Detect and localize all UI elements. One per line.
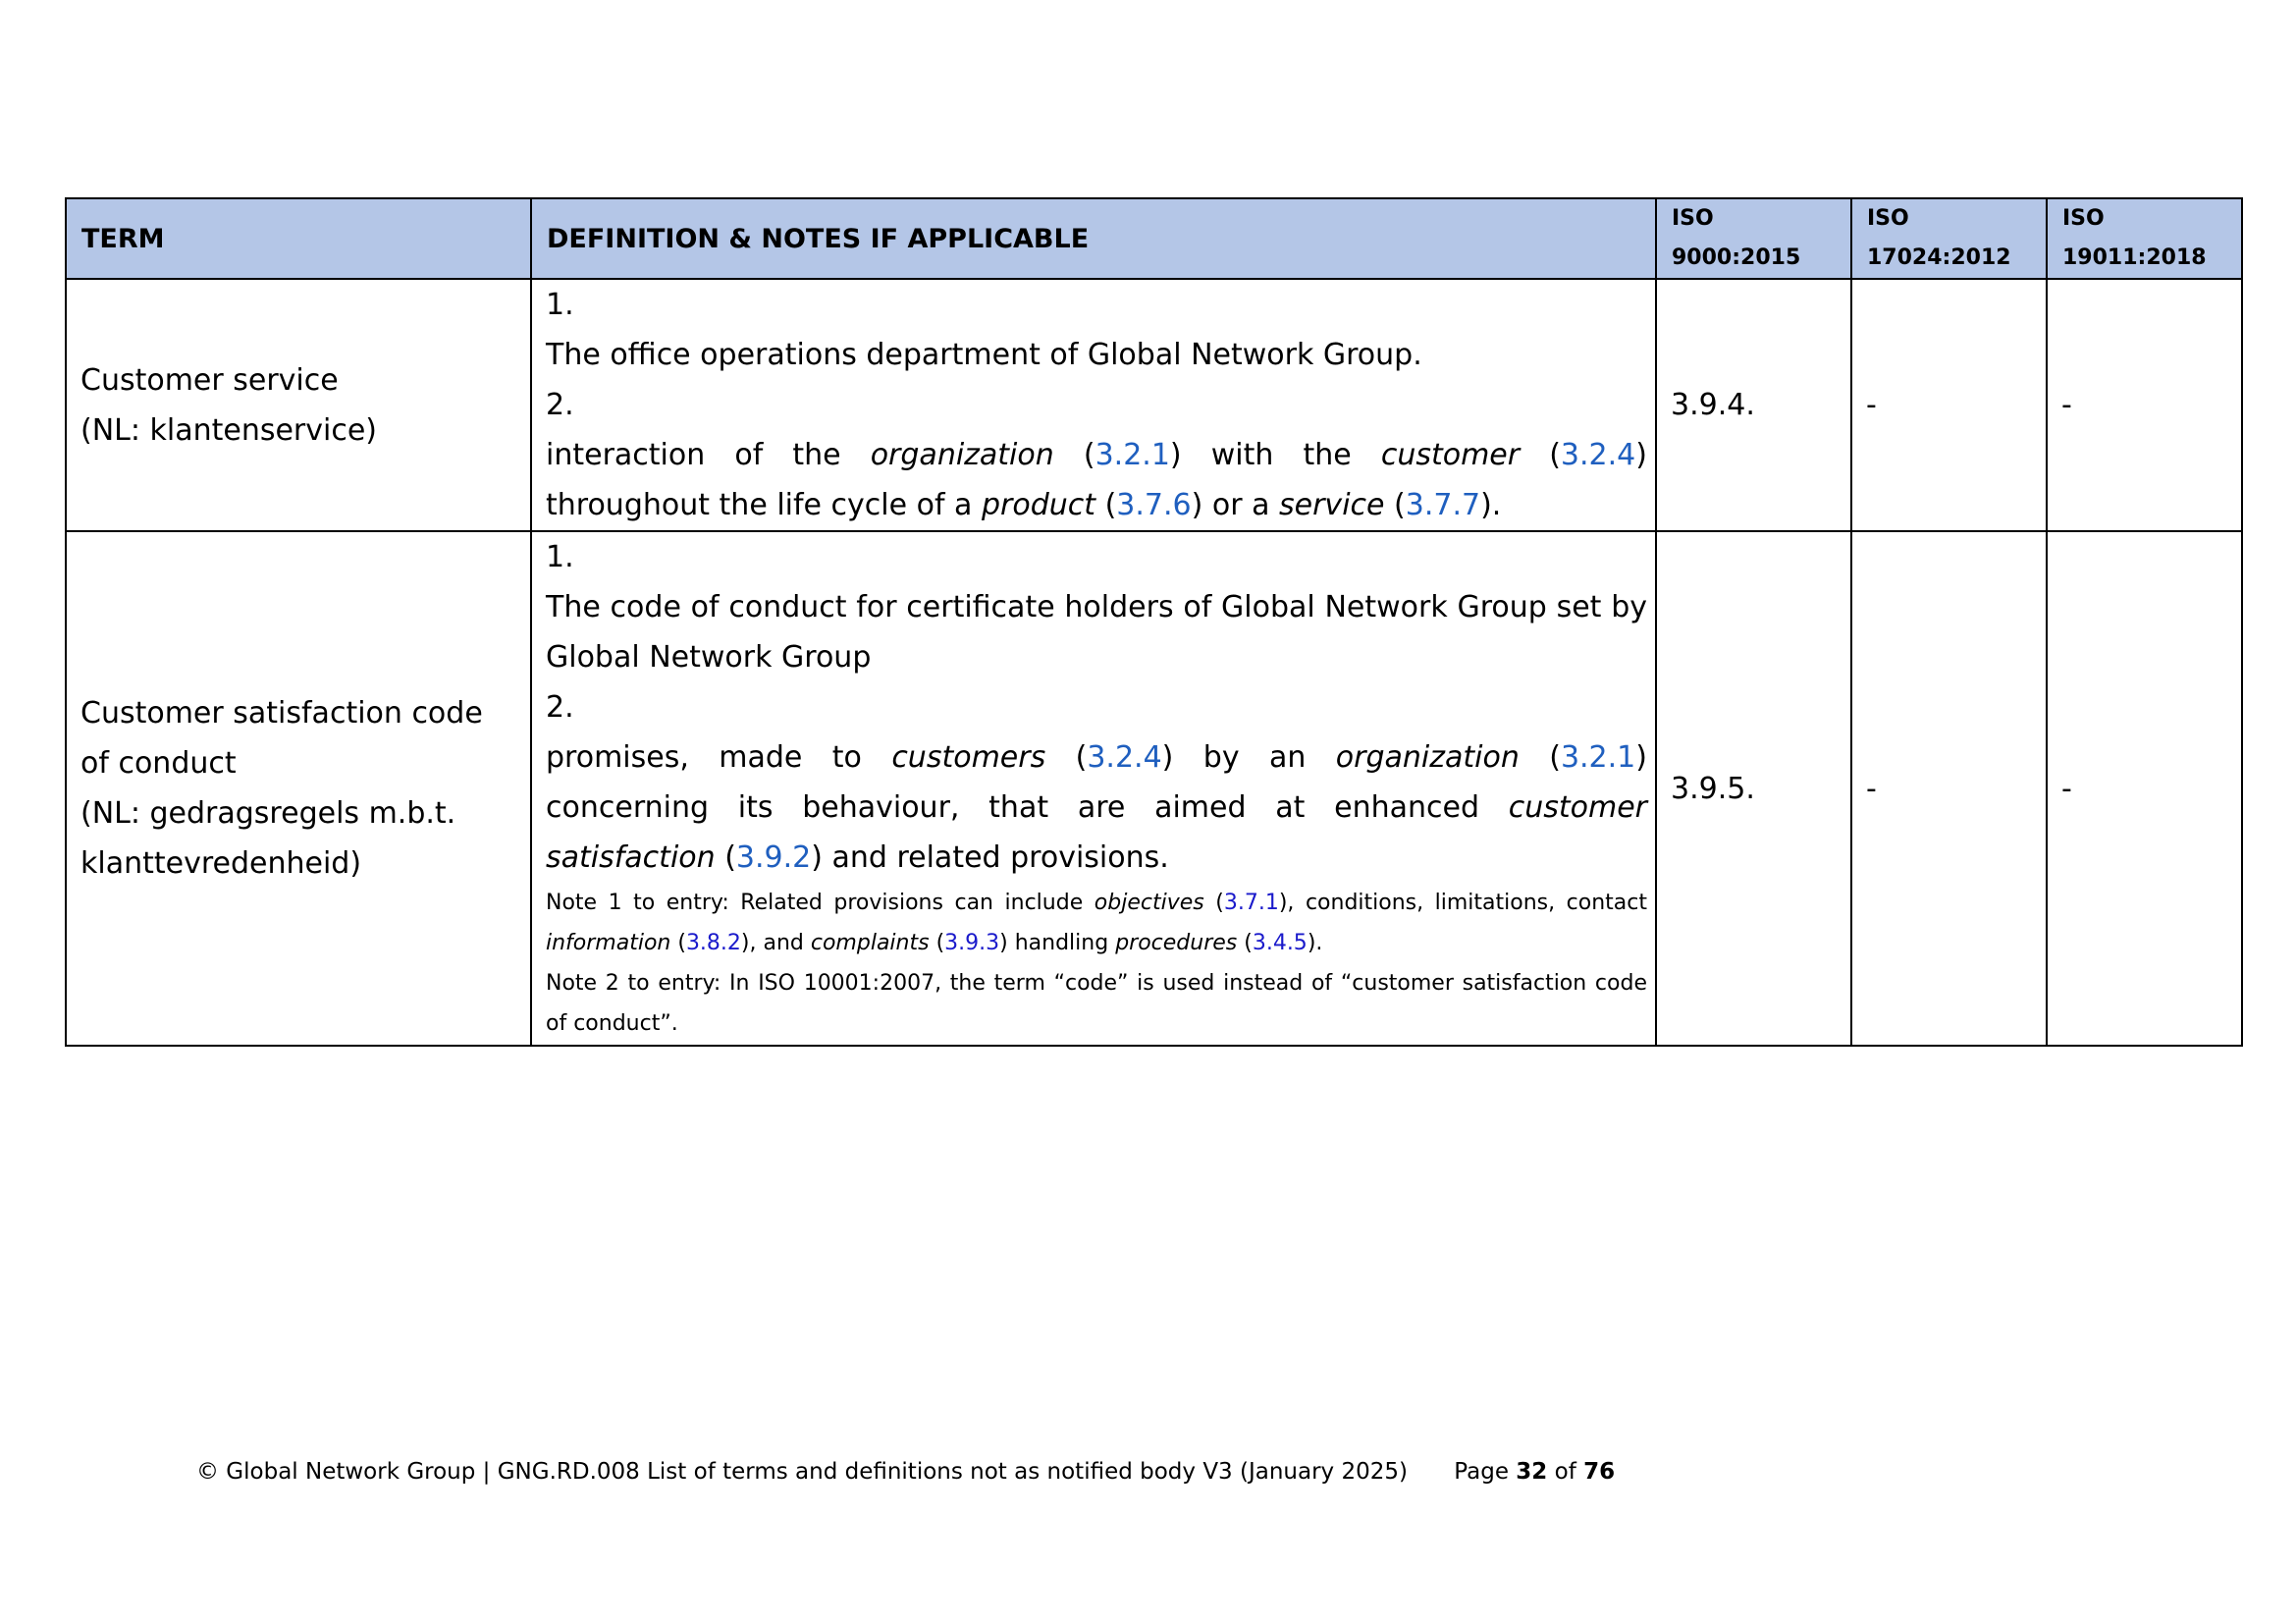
definition-number-1: 1.: [546, 288, 574, 322]
header-iso-17024: [1851, 198, 2047, 279]
term-translation: (NL: klantenservice): [80, 412, 378, 448]
iso-17024-ref: -: [1851, 279, 2047, 531]
header-iso-9000-version: 9000:2015: [1672, 245, 1801, 270]
terms-table: [65, 197, 2243, 1047]
term-name: Customer satisfaction code of conduct: [80, 696, 483, 781]
definition-text-1: The code of conduct for certificate holders of Global Network Group set by Global Network Group: [546, 590, 1647, 675]
page-number: Page 32 of 76: [1454, 1459, 1616, 1485]
term-translation: (NL: gedragsregels m.b.t. klanttevredenheid): [80, 796, 456, 881]
definition-cell: [531, 531, 1656, 1046]
definition-number-1: 1.: [546, 540, 574, 574]
clause-link[interactable]: 3.2.4: [1560, 438, 1636, 472]
note-2: Note 2 to entry: In ISO 10001:2007, the term “code” is used instead of “customer satisfaction code of conduct”.: [546, 971, 1647, 1036]
table-header-row: [66, 198, 2242, 279]
table-row: [66, 531, 2242, 1046]
header-iso-19011-label: ISO: [2062, 206, 2105, 231]
definition-cell: [531, 279, 1656, 531]
table-row: [66, 279, 2242, 531]
definition-number-2: 2.: [546, 690, 574, 725]
definition-number-2: 2.: [546, 388, 574, 422]
note-1: Note 1 to entry: Related provisions can include objectives (3.7.1), conditions, limitations, contact information (3.8.2), and complaints (3.9.3) handling procedures (3.4.5).: [546, 891, 1647, 955]
clause-link[interactable]: 3.7.1: [1223, 891, 1279, 915]
term-cell: [66, 531, 531, 1046]
header-iso-19011-version: 19011:2018: [2062, 245, 2207, 270]
iso-19011-ref: -: [2047, 279, 2242, 531]
definition-text-1: The office operations department of Global Network Group.: [546, 338, 1422, 372]
header-term: TERM: [66, 198, 531, 279]
iso-19011-ref: -: [2047, 531, 2242, 1046]
term-cell: [66, 279, 531, 531]
clause-link[interactable]: 3.2.1: [1560, 740, 1636, 775]
header-iso-19011: [2047, 198, 2242, 279]
iso-17024-ref: -: [1851, 531, 2047, 1046]
header-iso-9000-label: ISO: [1672, 206, 1714, 231]
header-iso-17024-label: ISO: [1867, 206, 1909, 231]
clause-link[interactable]: 3.9.3: [944, 931, 1000, 955]
clause-link[interactable]: 3.7.7: [1405, 488, 1481, 522]
term-name: Customer service: [80, 362, 339, 398]
iso-9000-ref: 3.9.5.: [1656, 531, 1851, 1046]
clause-link[interactable]: 3.9.2: [735, 840, 812, 875]
definition-text-2: promises, made to customers (3.2.4) by an organization (3.2.1) concerning its behaviour, that are aimed at enhanced customer satisfaction (3.9.2) and related provisions.: [546, 740, 1647, 875]
clause-link[interactable]: 3.8.2: [685, 931, 741, 955]
header-iso-9000: [1656, 198, 1851, 279]
clause-link[interactable]: 3.7.6: [1116, 488, 1192, 522]
definition-text-2: interaction of the organization (3.2.1) with the customer (3.2.4) throughout the life cycle of a product (3.7.6) or a service (3.7.7).: [546, 438, 1647, 522]
footer-text: © Global Network Group | GNG.RD.008 List of terms and definitions not as notified body V3 (January 2025): [196, 1459, 1408, 1485]
iso-9000-ref: 3.9.4.: [1656, 279, 1851, 531]
header-iso-17024-version: 17024:2012: [1867, 245, 2011, 270]
clause-link[interactable]: 3.4.5: [1252, 931, 1308, 955]
clause-link[interactable]: 3.2.1: [1095, 438, 1170, 472]
clause-link[interactable]: 3.2.4: [1087, 740, 1162, 775]
page-footer: [196, 1459, 1615, 1485]
header-definition: DEFINITION & NOTES IF APPLICABLE: [531, 198, 1656, 279]
